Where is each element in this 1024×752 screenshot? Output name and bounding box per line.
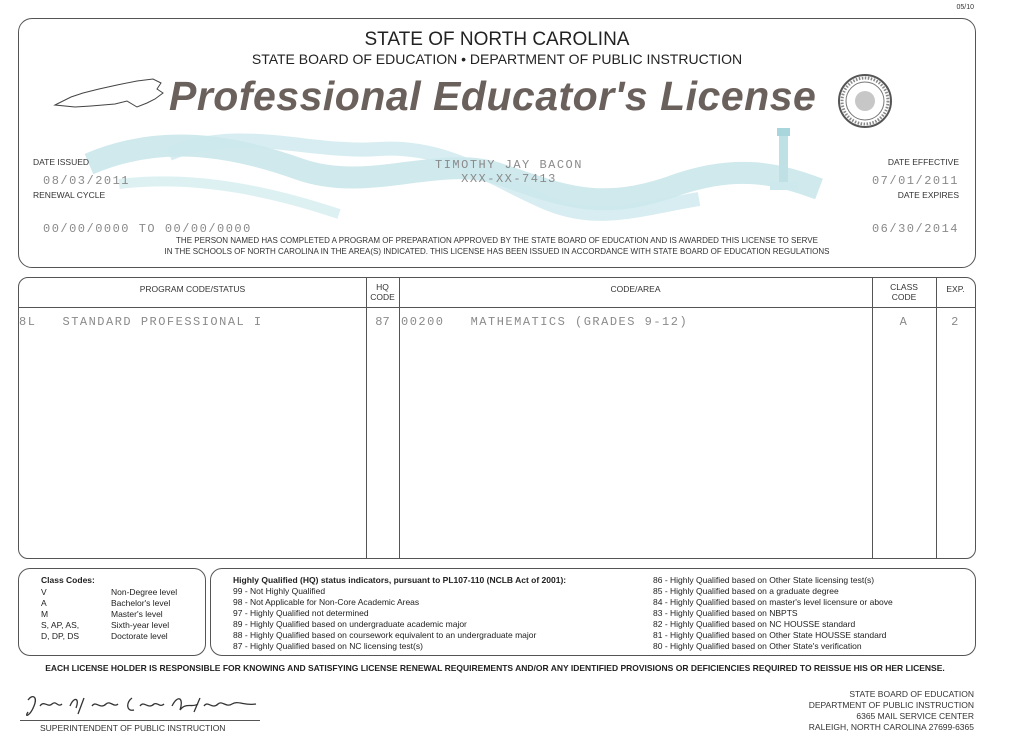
class-code-item: V Non-Degree level <box>41 587 178 597</box>
hq-code-item: 85 - Highly Qualified based on a graduate degree <box>653 586 839 596</box>
col-header-class: CLASS CODE <box>890 282 918 302</box>
date-expires-label: DATE EXPIRES <box>897 190 959 200</box>
hq-code-item: 81 - Highly Qualified based on Other State HOUSSE standard <box>653 630 887 640</box>
renewal-cycle-value: 00/00/0000 TO 00/00/0000 <box>43 222 252 236</box>
hq-codes-legend <box>210 568 976 656</box>
license-title: Professional Educator's License <box>169 73 817 119</box>
board-address: STATE BOARD OF EDUCATION DEPARTMENT OF PUBLIC INSTRUCTION 6365 MAIL SERVICE CENTER RALEIGH, NORTH CAROLINA 27699-6365 <box>808 689 974 732</box>
license-panel <box>18 18 976 268</box>
date-expires-value: 06/30/2014 <box>871 222 959 236</box>
hq-code-item: 80 - Highly Qualified based on Other State's verification <box>653 641 862 651</box>
hq-codes-left-column <box>233 586 536 652</box>
hq-codes-title: Highly Qualified (HQ) status indicators, pursuant to PL107-110 (NCLB Act of 2001): <box>233 575 567 585</box>
statement-line-1: THE PERSON NAMED HAS COMPLETED A PROGRAM OF PREPARATION APPROVED BY THE STATE BOARD OF EDUCATION AND IS AWARDED THIS LICENSE TO SERVE <box>176 236 818 245</box>
class-code-item: S, AP, AS, Sixth-year level <box>41 620 170 630</box>
hq-code-item: 87 - Highly Qualified based on NC licensing test(s) <box>233 641 423 651</box>
form-code: 05/10 <box>956 4 974 11</box>
licensee-ssn: XXX-XX-7413 <box>461 172 557 186</box>
col-header-hq: HQ CODE <box>370 282 395 302</box>
nc-map-icon <box>53 77 165 109</box>
hq-code-item: 84 - Highly Qualified based on master's level licensure or above <box>653 597 893 607</box>
col-header-program: PROGRAM CODE/STATUS <box>139 284 246 294</box>
col-header-area: CODE/AREA <box>610 284 661 294</box>
licensee-name: TIMOTHY JAY BACON <box>435 158 583 172</box>
hq-codes-right-column <box>653 575 893 652</box>
superintendent-title: SUPERINTENDENT OF PUBLIC INSTRUCTION <box>40 723 226 733</box>
row-class: A <box>899 315 909 329</box>
date-effective-value: 07/01/2011 <box>871 174 959 188</box>
row-area: 00200 MATHEMATICS (GRADES 9-12) <box>401 315 689 329</box>
hq-code-item: 89 - Highly Qualified based on undergraduate academic major <box>233 619 467 629</box>
class-code-item: A Bachelor's level <box>41 598 171 608</box>
hq-code-item: 83 - Highly Qualified based on NBPTS <box>653 608 798 618</box>
signature-line <box>20 720 260 721</box>
statement-line-2: IN THE SCHOOLS OF NORTH CAROLINA IN THE AREA(S) INDICATED. THIS LICENSE HAS BEEN ISSUED IN ACCORDANCE WITH STATE BOARD OF EDUCATION REGULATIONS <box>164 247 830 256</box>
renewal-cycle-label: RENEWAL CYCLE <box>33 190 106 200</box>
signature-drawing <box>22 692 262 722</box>
hq-code-item: 86 - Highly Qualified based on Other State licensing test(s) <box>653 575 875 585</box>
renewal-notice: EACH LICENSE HOLDER IS RESPONSIBLE FOR KNOWING AND SATISFYING LICENSE RENEWAL REQUIREMENTS AND/OR ANY IDENTIFIED PROVISIONS OR DEFICIENCIES REQUIRED TO REISSUE HIS OR HER LICENSE. <box>45 663 945 673</box>
license-areas-table <box>18 277 976 559</box>
class-code-item: D, DP, DS Doctorate level <box>41 631 168 641</box>
class-codes-legend <box>18 568 206 656</box>
state-seal-icon <box>837 73 893 129</box>
hq-code-item: 99 - Not Highly Qualified <box>233 586 326 596</box>
col-header-exp: EXP. <box>946 284 965 294</box>
lighthouse-icon <box>764 124 804 194</box>
hq-code-item: 88 - Highly Qualified based on coursework equivalent to an undergraduate major <box>233 630 537 640</box>
date-effective-label: DATE EFFECTIVE <box>887 157 959 167</box>
state-heading: STATE OF NORTH CAROLINA <box>364 29 630 50</box>
date-issued-value: 08/03/2011 <box>43 174 131 188</box>
row-program: 8L STANDARD PROFESSIONAL I <box>19 315 263 329</box>
hq-code-item: 98 - Not Applicable for Non-Core Academic Areas <box>233 597 420 607</box>
date-issued-label: DATE ISSUED <box>33 157 90 167</box>
hq-code-item: 82 - Highly Qualified based on NC HOUSSE standard <box>653 619 856 629</box>
board-heading: STATE BOARD OF EDUCATION • DEPARTMENT OF PUBLIC INSTRUCTION <box>251 51 743 67</box>
superintendent-signature <box>22 692 262 722</box>
row-hq: 87 <box>375 315 390 329</box>
class-code-item: M Master's level <box>41 609 163 619</box>
row-exp: 2 <box>951 315 960 329</box>
hq-code-item: 97 - Highly Qualified not determined <box>233 608 369 618</box>
class-codes-title: Class Codes: <box>41 575 95 585</box>
